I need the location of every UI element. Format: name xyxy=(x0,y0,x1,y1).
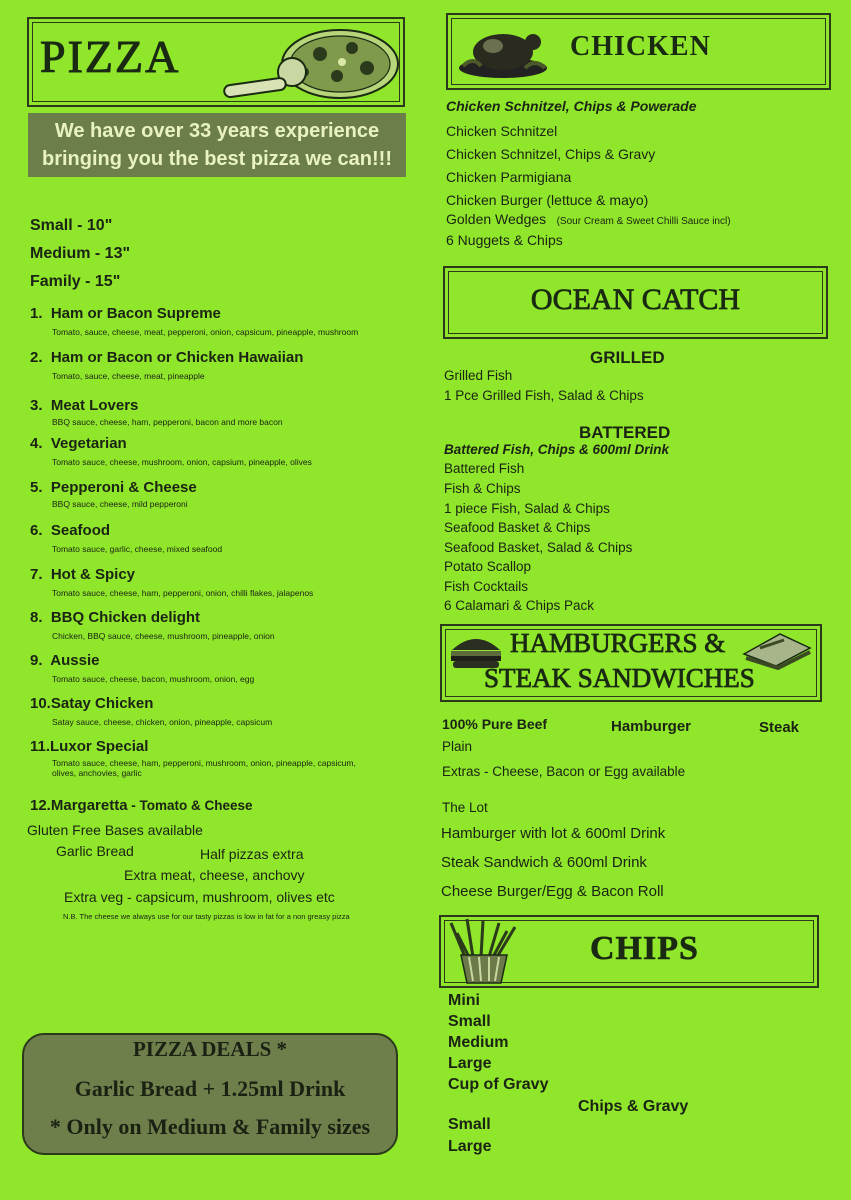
battered-item: 6 Calamari & Chips Pack xyxy=(444,598,595,613)
experience-banner xyxy=(28,113,406,177)
banner-line-2: bringing you the best pizza we can!!! xyxy=(41,148,393,170)
gravy-size-list xyxy=(448,1114,492,1158)
pizza-item-name: 6. Seafood xyxy=(30,522,111,539)
gluten-free-note: Gluten Free Bases available xyxy=(27,822,203,838)
size-family: Family - 15" xyxy=(30,273,121,290)
pizza-item xyxy=(30,435,312,467)
pizza-item-name: 5. Pepperoni & Cheese xyxy=(30,479,197,496)
chips-size: Small xyxy=(448,1013,491,1030)
steak-column: Steak xyxy=(759,719,800,736)
pizza-item-name: 8. BBQ Chicken delight xyxy=(30,609,201,626)
pizza-item-desc: BBQ sauce, cheese, ham, pepperoni, bacon and more bacon xyxy=(52,417,283,427)
pizza-item-desc: BBQ sauce, cheese, mild pepperoni xyxy=(52,499,188,509)
pizza-item xyxy=(30,566,313,598)
wedges-note: (Sour Cream & Sweet Chilli Sauce incl) xyxy=(556,216,731,227)
chips-size-list xyxy=(448,990,548,1095)
chips-title: CHIPS xyxy=(590,930,699,967)
pure-beef-label: 100% Pure Beef xyxy=(442,716,548,732)
battered-item: Potato Scallop xyxy=(444,559,532,574)
pizza-item-name: 11.Luxor Special xyxy=(30,738,149,755)
pizza-item xyxy=(30,695,272,727)
pizza-item-desc: Tomato sauce, garlic, cheese, mixed seafood xyxy=(52,544,223,554)
grilled-item: Grilled Fish xyxy=(444,368,513,383)
pizza-item-desc: Tomato sauce, cheese, mushroom, onion, capsium, pineapple, olives xyxy=(52,457,312,467)
battered-heading: BATTERED xyxy=(579,423,671,442)
gravy-size: Large xyxy=(448,1138,492,1155)
pizza-item xyxy=(30,349,303,381)
battered-item: 1 piece Fish, Salad & Chips xyxy=(444,501,610,516)
chips-size: Large xyxy=(448,1055,492,1072)
pizza-item-desc: Tomato sauce, cheese, bacon, mushroom, onion, egg xyxy=(52,674,255,684)
chicken-item: Chicken Burger (lettuce & mayo) xyxy=(446,192,649,208)
pizza-item-desc: Chicken, BBQ sauce, cheese, mushroom, pineapple, onion xyxy=(52,631,275,641)
roast-chicken-icon xyxy=(455,22,555,82)
deals-line-1: Garlic Bread + 1.25ml Drink xyxy=(74,1076,346,1101)
pizza-item xyxy=(30,652,254,684)
chicken-item: Chicken Schnitzel, Chips & Gravy xyxy=(446,146,656,162)
chips-size: Medium xyxy=(448,1034,509,1051)
size-medium: Medium - 13" xyxy=(30,245,131,262)
chips-size: Cup of Gravy xyxy=(448,1076,549,1093)
pizza-item-12 xyxy=(30,797,253,815)
pizza-item-name: 2. Ham or Bacon or Chicken Hawaiian xyxy=(30,349,304,366)
pizza-sizes xyxy=(30,212,130,296)
chicken-special: Chicken Schnitzel, Chips & Powerade xyxy=(446,98,697,114)
pizza-item xyxy=(30,397,283,427)
pizza-item-desc: Satay sauce, cheese, chicken, onion, pineapple, capsicum xyxy=(52,717,273,727)
fries-icon xyxy=(445,917,523,985)
pizza-deals-box xyxy=(22,1033,398,1155)
burgers-title-line-2: STEAK SANDWICHES xyxy=(484,663,755,693)
ocean-title: OCEAN CATCH xyxy=(530,283,741,316)
size-small: Small - 10" xyxy=(30,217,113,234)
chicken-item-label: Golden Wedges xyxy=(446,211,547,227)
battered-special: Battered Fish, Chips & 600ml Drink xyxy=(444,442,670,457)
chicken-item: Chicken Parmigiana xyxy=(446,169,572,185)
burger-combo: Steak Sandwich & 600ml Drink xyxy=(441,854,647,871)
pizza-item-name: 10.Satay Chicken xyxy=(30,695,154,712)
pizza-item-name: 7. Hot & Spicy xyxy=(30,566,136,583)
pizza-item xyxy=(30,738,362,778)
pizza-title: PIZZA xyxy=(40,31,181,82)
hamburger-column: Hamburger xyxy=(611,718,692,735)
pizza-item-desc: Tomato, sauce, cheese, meat, pineapple xyxy=(52,371,205,381)
half-pizzas: Half pizzas extra xyxy=(200,846,304,862)
pizza-item-desc: Tomato, sauce, cheese, meat, pepperoni, onion, capsicum, pineapple, mushroom xyxy=(52,327,359,337)
pizza-item-desc: Tomato sauce, cheese, ham, pepperoni, onion, chilli flakes, jalapenos xyxy=(52,588,314,598)
extra-veg: Extra veg - capsicum, mushroom, olives etc xyxy=(64,889,335,905)
chicken-item: 6 Nuggets & Chips xyxy=(446,232,563,248)
grilled-heading: GRILLED xyxy=(590,348,665,367)
cheese-note: N.B. The cheese we always use for our tasty pizzas is low in fat for a non greasy pizza xyxy=(63,912,350,921)
battered-item: Seafood Basket, Salad & Chips xyxy=(444,540,633,555)
grilled-item: 1 Pce Grilled Fish, Salad & Chips xyxy=(444,388,644,403)
battered-item: Fish & Chips xyxy=(444,481,521,496)
battered-item: Seafood Basket & Chips xyxy=(444,520,591,535)
pizza-item xyxy=(30,305,358,337)
pizza-item xyxy=(30,522,222,554)
chicken-item: Chicken Schnitzel xyxy=(446,123,558,139)
burger-combo: Hamburger with lot & 600ml Drink xyxy=(441,825,666,842)
extra-meat: Extra meat, cheese, anchovy xyxy=(124,867,305,883)
burger-combo: Cheese Burger/Egg & Bacon Roll xyxy=(441,883,664,900)
pizza-item-name: 3. Meat Lovers xyxy=(30,397,139,414)
plain-label: Plain xyxy=(442,739,473,754)
pizza-item-name: 12.Margaretta xyxy=(30,797,128,814)
pizza-item-name: 9. Aussie xyxy=(30,652,100,669)
pizza-item xyxy=(30,479,197,509)
chicken-item xyxy=(446,211,731,229)
chips-size: Mini xyxy=(448,992,480,1009)
chicken-title: CHICKEN xyxy=(570,31,711,62)
chips-gravy-heading: Chips & Gravy xyxy=(578,1098,689,1115)
pizza-item-desc: - Tomato & Cheese xyxy=(127,798,253,813)
deals-title: PIZZA DEALS * xyxy=(132,1037,288,1061)
pizza-item-name: 4. Vegetarian xyxy=(30,435,127,452)
pizza-item-name: 1. Ham or Bacon Supreme xyxy=(30,305,221,322)
banner-line-1: We have over 33 years experience xyxy=(54,120,380,142)
burgers-title-line-1: HAMBURGERS & xyxy=(510,628,726,658)
pizza-item-desc: Tomato sauce, cheese, ham, pepperoni, mushroom, onion, pineapple, capsicum, olives, anchovies, garlic xyxy=(52,758,356,778)
pizza-item xyxy=(30,609,275,641)
garlic-bread: Garlic Bread xyxy=(56,843,134,859)
battered-item: Fish Cocktails xyxy=(444,579,529,594)
the-lot-label: The Lot xyxy=(442,800,488,815)
battered-item: Battered Fish xyxy=(444,461,525,476)
extras-label: Extras - Cheese, Bacon or Egg available xyxy=(442,764,686,779)
gravy-size: Small xyxy=(448,1116,491,1133)
deals-line-2: * Only on Medium & Family sizes xyxy=(49,1114,371,1139)
pizza-cutter-icon xyxy=(222,24,402,102)
